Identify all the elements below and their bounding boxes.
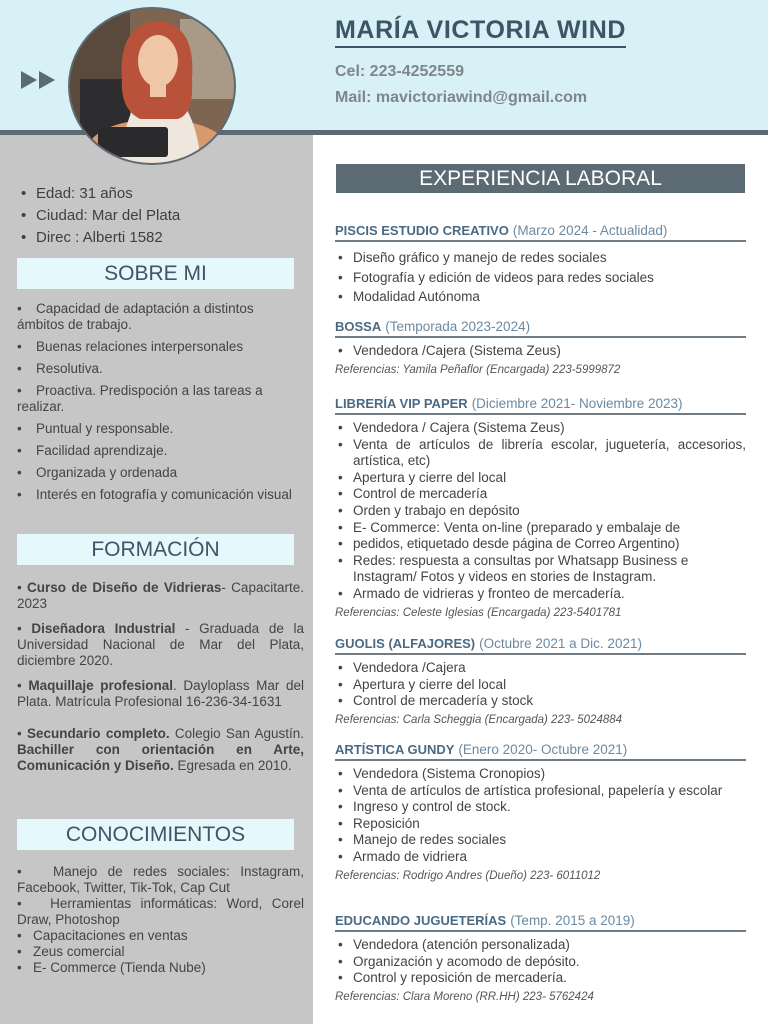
list-item: • Apertura y cierre del local [335, 470, 746, 487]
profile-photo [68, 7, 236, 165]
job-tasks [335, 660, 746, 710]
job-entry [335, 741, 746, 884]
job-tasks [335, 766, 746, 866]
list-item: • Capacitaciones en ventas [17, 928, 188, 943]
job-header [335, 318, 746, 338]
list-item: • Manejo de redes sociales [335, 832, 746, 849]
personal-city: • Ciudad: Mar del Plata [18, 205, 303, 227]
experience-heading: EXPERIENCIA LABORAL [336, 164, 745, 193]
list-item: • E- Commerce: Venta on-line (preparado y embalaje de [335, 520, 746, 537]
list-item: • Orden y trabajo en depósito [335, 503, 746, 520]
list-item: • Herramientas informáticas: Word, Corel Draw, Photoshop [17, 896, 304, 927]
job-reference: Referencias: Clara Moreno (RR.HH) 223- 5762424 [335, 990, 594, 1003]
job-period: (Temporada 2023-2024) [385, 319, 531, 334]
list-item: • Puntual y responsable. [17, 421, 174, 436]
job-entry [335, 222, 746, 307]
job-reference: Referencias: Celeste Iglesias (Encargada) 223-5401781 [335, 606, 622, 619]
job-company: BOSSA [335, 319, 382, 334]
job-header [335, 741, 746, 761]
list-item: • Vendedora /Cajera [335, 660, 746, 677]
list-item: • Maquillaje profesional. Dayloplass Mar del Plata. Matrícula Profesional 16-236-34-1631 [17, 678, 304, 709]
fast-forward-icon [21, 71, 57, 89]
list-item: • Venta de artículos de librería escolar, juguetería, accesorios, artística, etc) [335, 437, 746, 470]
list-item: • Vendedora / Cajera (Sistema Zeus) [335, 420, 746, 437]
job-reference: Referencias: Rodrigo Andres (Dueño) 223- 6011012 [335, 869, 601, 882]
list-item: • Capacidad de adaptación a distintos ámbitos de trabajo. [17, 301, 254, 332]
job-company: ARTÍSTICA GUNDY [335, 742, 455, 757]
job-entry [335, 318, 746, 378]
job-period: (Enero 2020- Octubre 2021) [458, 742, 628, 757]
list-item: • Armado de vidriera [335, 849, 746, 866]
list-item: • Control de mercadería [335, 486, 746, 503]
job-entry [335, 912, 746, 1005]
job-header [335, 395, 746, 415]
list-item: • Fotografía y edición de videos para redes sociales [335, 268, 746, 288]
list-item: • Diseñadora Industrial - Graduada de la Universidad Nacional de Mar del Plata, diciembre 2020. [17, 621, 304, 668]
list-item: • Manejo de redes sociales: Instagram, Facebook, Twitter, Tik-Tok, Cap Cut [17, 864, 304, 895]
education-list [17, 580, 304, 783]
list-item: • Reposición [335, 816, 746, 833]
list-item: • Control de mercadería y stock [335, 693, 746, 710]
skills-list [17, 864, 304, 976]
job-company: PISCIS ESTUDIO CREATIVO [335, 223, 509, 238]
list-item: • Proactiva. Predispoción a las tareas a realizar. [17, 383, 263, 414]
job-period: (Diciembre 2021- Noviembre 2023) [471, 396, 683, 411]
list-item: • Control y reposición de mercadería. [335, 970, 746, 987]
personal-age: • Edad: 31 años [18, 183, 303, 205]
job-tasks [335, 937, 746, 987]
education-heading: FORMACIÓN [17, 534, 294, 565]
list-item: • Vendedora (atención personalizada) [335, 937, 746, 954]
job-entry [335, 635, 746, 728]
about-list [17, 301, 304, 509]
job-company: EDUCANDO JUGUETERÍAS [335, 913, 507, 928]
job-period: (Marzo 2024 - Actualidad) [512, 223, 668, 238]
list-item: • Vendedora (Sistema Cronopios) [335, 766, 746, 783]
job-reference: Referencias: Carla Scheggia (Encargada) 223- 5024884 [335, 713, 623, 726]
list-item: • pedidos, etiquetado desde página de Correo Argentino) [335, 536, 746, 553]
list-item: • Diseño gráfico y manejo de redes sociales [335, 248, 746, 268]
profile-photo-illustration [70, 9, 236, 165]
job-tasks [335, 248, 746, 307]
email-address: Mail: mavictoriawind@gmail.com [335, 89, 588, 106]
list-item: • Modalidad Autónoma [335, 287, 746, 307]
list-item: • Curso de Diseño de Vidrieras- Capacitarte. 2023 [17, 580, 304, 611]
job-tasks [335, 343, 746, 360]
list-item: • Organizada y ordenada [17, 465, 178, 480]
list-item: • Zeus comercial [17, 944, 125, 959]
job-period: (Temp. 2015 a 2019) [510, 913, 635, 928]
list-item: • E- Commerce (Tienda Nube) [17, 960, 206, 975]
list-item: • Interés en fotografía y comunicación visual [17, 487, 292, 502]
personal-info-list [18, 183, 303, 249]
job-entry [335, 395, 746, 621]
job-header [335, 635, 746, 655]
skills-heading: CONOCIMIENTOS [17, 819, 294, 850]
list-item: • Organización y acomodo de depósito. [335, 954, 746, 971]
job-header [335, 222, 746, 242]
about-heading: SOBRE MI [17, 258, 294, 289]
list-item: • Resolutiva. [17, 361, 103, 376]
job-company: LIBRERÍA VIP PAPER [335, 396, 468, 411]
phone-number: Cel: 223-4252559 [335, 63, 464, 80]
list-item: • Venta de artículos de artística profesional, papelería y escolar [335, 783, 746, 800]
job-header [335, 912, 746, 932]
list-item: • Facilidad aprendizaje. [17, 443, 168, 458]
job-tasks [335, 420, 746, 603]
list-item: • Armado de vidrieras y fronteo de mercadería. [335, 586, 746, 603]
candidate-name: MARÍA VICTORIA WIND [335, 16, 626, 48]
list-item: • Vendedora /Cajera (Sistema Zeus) [335, 343, 746, 360]
job-reference: Referencias: Yamila Peñaflor (Encargada) 223-5999872 [335, 363, 621, 376]
job-company: GUOLIS (ALFAJORES) [335, 636, 476, 651]
list-item: • Redes: respuesta a consultas por Whatsapp Business e Instagram/ Fotos y videos en stories de Instagram. [335, 553, 746, 586]
list-item: • Apertura y cierre del local [335, 677, 746, 694]
list-item: • Ingreso y control de stock. [335, 799, 746, 816]
job-period: (Octubre 2021 a Dic. 2021) [479, 636, 642, 651]
personal-address: • Direc : Alberti 1582 [18, 227, 303, 249]
list-item: • Secundario completo. Colegio San Agustín. Bachiller con orientación en Arte, Comunicación y Diseño. Egresada en 2010. [17, 726, 305, 773]
list-item: • Buenas relaciones interpersonales [17, 339, 244, 354]
